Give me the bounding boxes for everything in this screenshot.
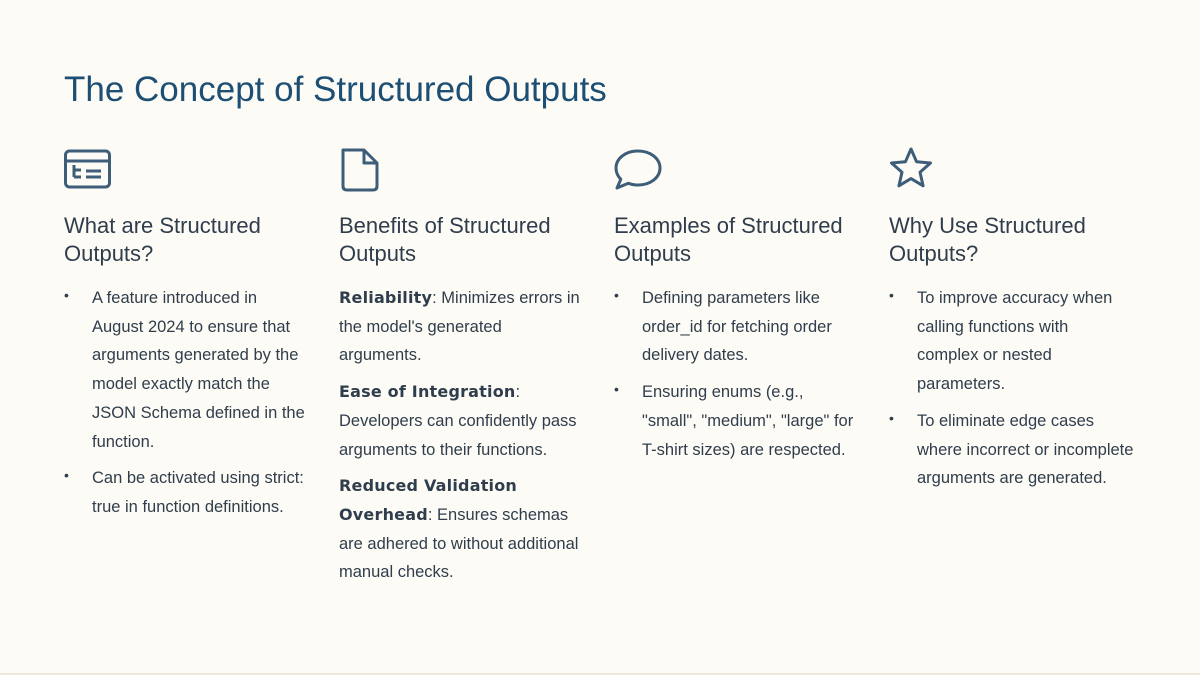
bullet-dot: •	[614, 287, 619, 303]
benefit-text: : Minimizes errors in the model's generated arguments.	[339, 289, 580, 365]
bullet-dot: •	[889, 409, 894, 426]
column-benefits	[339, 146, 584, 595]
column-examples	[614, 146, 859, 595]
benefit-term: Ease of Integration	[339, 382, 516, 402]
benefit-item	[339, 284, 584, 370]
page-title: The Concept of Structured Outputs	[64, 70, 607, 109]
bullet-list	[64, 284, 309, 522]
list-item	[889, 407, 1134, 493]
column-heading: Benefits of Structured Outputs	[339, 213, 551, 266]
speech-bubble-icon	[614, 146, 662, 192]
benefit-text: : Ensures schemas are adhered to without additional manual checks.	[339, 505, 579, 582]
benefit-term: Reduced Validation Overhead	[339, 476, 518, 524]
list-item-text: To improve accuracy when calling functions with complex or nested parameters.	[917, 289, 1113, 394]
list-item	[64, 284, 309, 456]
column-what-are	[64, 146, 309, 595]
column-why-use	[889, 146, 1134, 595]
benefit-text: : Developers can confidently pass arguments to their functions.	[339, 383, 577, 459]
benefit-item	[339, 472, 584, 587]
star-icon	[889, 146, 937, 192]
list-item-text: Can be activated using strict: true in function definitions.	[92, 469, 304, 516]
list-item	[614, 284, 859, 370]
bullet-dot: •	[614, 381, 619, 398]
list-item-text: To eliminate edge cases where incorrect or incomplete arguments are generated.	[917, 411, 1134, 488]
list-item-text: Defining parameters like order_id for fetching order delivery dates.	[642, 289, 832, 365]
terminal-window-icon	[64, 146, 112, 192]
bullet-list	[614, 284, 859, 464]
bullet-dot: •	[64, 467, 69, 484]
benefit-term: Reliability	[339, 288, 433, 307]
benefit-item	[339, 378, 584, 464]
list-item	[614, 378, 859, 464]
bullet-list	[889, 284, 1134, 493]
document-icon	[339, 146, 387, 192]
columns	[64, 146, 1164, 595]
bullet-dot: •	[64, 287, 69, 303]
list-item-text: Ensuring enums (e.g., "small", "medium", "large" for T-shirt sizes) are respected.	[642, 383, 854, 459]
column-heading: Why Use Structured Outputs?	[889, 213, 1086, 266]
column-heading: Examples of Structured Outputs	[614, 213, 843, 266]
column-heading: What are Structured Outputs?	[64, 213, 261, 266]
list-item	[889, 284, 1134, 399]
list-item	[64, 464, 309, 521]
list-item-text: A feature introduced in August 2024 to ensure that arguments generated by the model exactly match the JSON Schema defined in the function.	[92, 289, 305, 451]
bullet-dot: •	[889, 287, 894, 303]
